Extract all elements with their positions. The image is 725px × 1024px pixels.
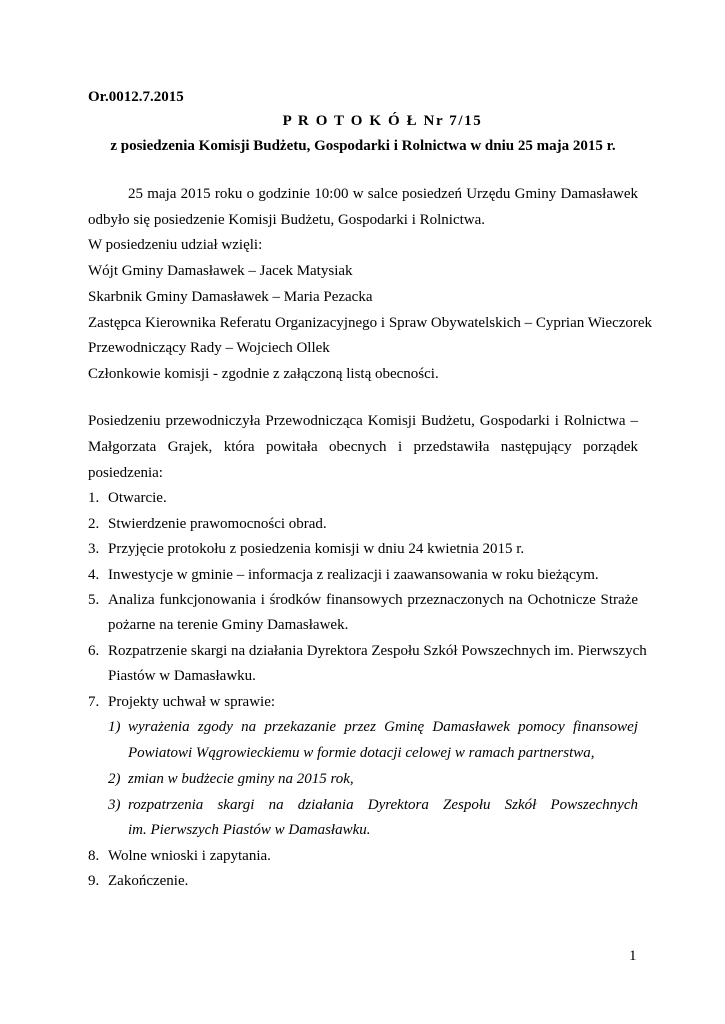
- attendee: Zastępca Kierownika Referatu Organizacyjnego i Spraw Obywatelskich – Cyprian Wieczorek: [88, 315, 653, 331]
- agenda-subitem-text: im. Pierwszych Piastów w Damasławku.: [128, 822, 371, 838]
- agenda-item-number: 3.: [88, 541, 100, 557]
- agenda-item-text: Przyjęcie protokołu z posiedzenia komisji w dniu 24 kwietnia 2015 r.: [108, 541, 525, 557]
- agenda-subitem-text: wyrażenia zgody na przekazanie przez Gminę Damasławek pomocy finansowej: [128, 719, 638, 735]
- agenda-item-text: Otwarcie.: [108, 490, 167, 506]
- agenda-subitem-number: 3): [108, 797, 121, 813]
- agenda-item-text: Zakończenie.: [108, 873, 189, 889]
- attendee: Skarbnik Gminy Damasławek – Maria Pezacka: [88, 289, 373, 305]
- agenda-item-text: pożarne na terenie Gminy Damasławek.: [108, 617, 349, 633]
- document-title: P R O T O K Ó Ł Nr 7/15: [282, 113, 483, 129]
- agenda-subitem-number: 2): [108, 771, 121, 787]
- intro-line-2: odbyło się posiedzenie Komisji Budżetu, Gospodarki i Rolnictwa.: [88, 212, 486, 228]
- agenda-subitem-text: Powiatowi Wągrowieckiemu w formie dotacji celowej w ramach partnerstwa,: [128, 745, 595, 761]
- agenda-subitem-text: rozpatrzenia skargi na działania Dyrektora Zespołu Szkół Powszechnych: [128, 797, 638, 813]
- opening-line-3: posiedzenia:: [88, 465, 163, 481]
- agenda-item-text: Wolne wnioski i zapytania.: [108, 848, 271, 864]
- agenda-item-number: 9.: [88, 873, 100, 889]
- intro-line-1: 25 maja 2015 roku o godzinie 10:00 w salce posiedzeń Urzędu Gminy Damasławek: [128, 186, 638, 202]
- attendee: Członkowie komisji - zgodnie z załączoną listą obecności.: [88, 366, 439, 382]
- opening-line-2: Małgorzata Grajek, która powitała obecnych i przedstawiła następujący porządek: [88, 439, 638, 455]
- agenda-item-number: 8.: [88, 848, 100, 864]
- agenda-item-text: Piastów w Damasławku.: [108, 668, 256, 684]
- agenda-subitem-text: zmian w budżecie gminy na 2015 rok,: [128, 771, 354, 787]
- agenda-item-number: 2.: [88, 516, 100, 532]
- agenda-subitem-number: 1): [108, 719, 121, 735]
- attendance-header: W posiedzeniu udział wzięli:: [88, 237, 263, 253]
- agenda-item-number: 7.: [88, 694, 100, 710]
- attendee: Wójt Gminy Damasławek – Jacek Matysiak: [88, 263, 353, 279]
- attendee: Przewodniczący Rady – Wojciech Ollek: [88, 340, 330, 356]
- agenda-item-number: 5.: [88, 592, 100, 608]
- agenda-item-number: 1.: [88, 490, 100, 506]
- opening-line-1: Posiedzeniu przewodniczyła Przewodnicząca Komisji Budżetu, Gospodarki i Rolnictwa –: [88, 413, 638, 429]
- agenda-item-text: Inwestycje w gminie – informacja z realizacji i zaawansowania w roku bieżącym.: [108, 567, 599, 583]
- agenda-item-text: Analiza funkcjonowania i środków finansowych przeznaczonych na Ochotnicze Straże: [108, 592, 638, 608]
- document-subtitle: z posiedzenia Komisji Budżetu, Gospodarki i Rolnictwa w dniu 25 maja 2015 r.: [110, 138, 616, 154]
- document-reference: Or.0012.7.2015: [88, 89, 184, 105]
- agenda-item-number: 6.: [88, 643, 100, 659]
- agenda-item-text: Projekty uchwał w sprawie:: [108, 694, 276, 710]
- page-number: 1: [629, 948, 637, 964]
- agenda-item-text: Rozpatrzenie skargi na działania Dyrektora Zespołu Szkół Powszechnych im. Pierwszych: [108, 643, 647, 659]
- agenda-item-number: 4.: [88, 567, 100, 583]
- agenda-item-text: Stwierdzenie prawomocności obrad.: [108, 516, 327, 532]
